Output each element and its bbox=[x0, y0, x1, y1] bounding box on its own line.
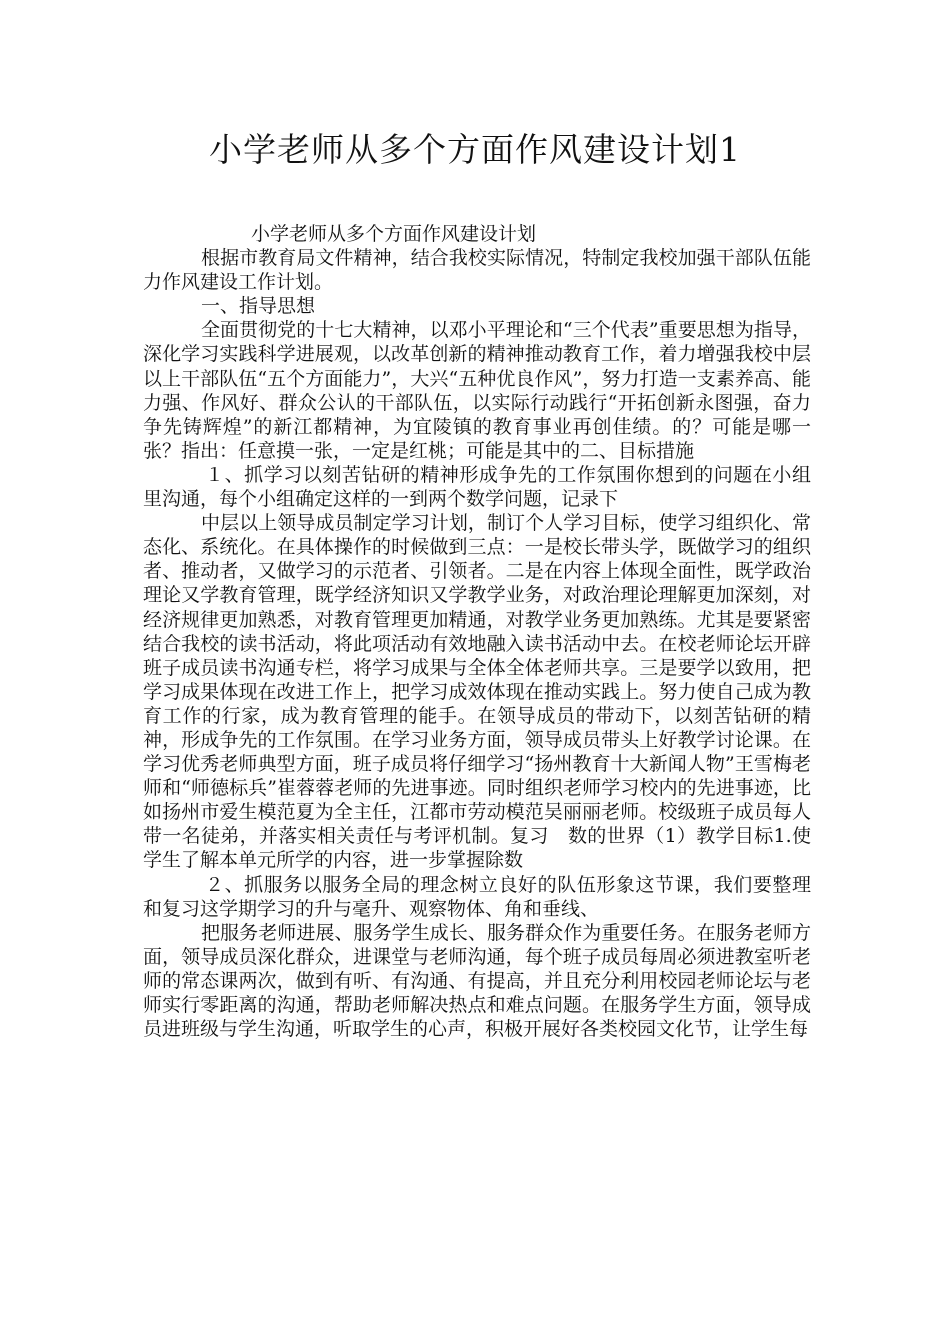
service-paragraph: 把服务老师进展、服务学生成长、服务群众作为重要任务。在服务老师方面，领导成员深化群众，进课堂与老师沟通，每个班子成员每周必须进教室听老师的常态课两次，做到有听、有沟通、有提高，并且充分利用校园老师论坛与老师实行零距离的沟通，帮助老师解决热点和难点问题。在服务学生方面，领导成员进班级与学生沟通，听取学生的心声，积极开展好各类校园文化节，让学生每 bbox=[143, 921, 811, 1041]
guiding-ideology-paragraph: 全面贯彻党的十七大精神，以邓小平理论和“三个代表”重要思想为指导，深化学习实践科学进展观，以改革创新的精神推动教育工作，着力增强我校中层以上干部队伍“五个方面能力”，大兴“五种优良作风”，努力打造一支素养高、能力强、作风好、群众公认的干部队伍，以实际行动践行“开拓创新永图强，奋力争先铸辉煌”的新江都精神，为宜陵镇的教育事业再创佳绩。的？可能是哪一张？指出：任意摸一张，一定是红桃；可能是其中的二、目标措施 bbox=[143, 319, 811, 462]
study-plan-paragraph: 中层以上领导成员制定学习计划，制订个人学习目标，使学习组织化、常态化、系统化。在具体操作的时候做到三点：一是校长带头学，既做学习的组织者、推动者，又做学习的示范者、引领者。二是在内容上体现全面性，既学政治理论又学教育管理，既学经济知识又学教学业务，对政治理论理解更加深刻，对经济规律更加熟悉，对教育管理更加精通，对教学业务更加熟练。尤其是要紧密结合我校的读书活动，将此项活动有效地融入读书活动中去。在校老师论坛开辟班子成员读书沟通专栏，将学习成果与全体全体老师共享。三是要学以致用，把学习成果体现在改进工作上，把学习成效体现在推动实践上。努力使自己成为教育工作的行家，成为教育管理的能手。在领导成员的带动下，以刻苦钻研的精神，形成争先的工作氛围。在学习业务方面，领导成员带头上好教学讨论课。在学习优秀老师典型方面，班子成员将仔细学习“扬州教育十大新闻人物”王雪梅老师和“师德标兵”崔蓉蓉老师的先进事迹。同时组织老师学习校内的先进事迹，比如扬州市爱生模范夏为全主任，江都市劳动模范吴丽丽老师。校级班子成员每人带一名徒弟，并落实相关责任与考评机制。复习 数的世界（1）教学目标1.使学生了解本单元所学的内容，进一步掌握除数 bbox=[143, 512, 811, 872]
item-2-heading-paragraph: ２、抓服务以服务全局的理念树立良好的队伍形象这节课，我们要整理和复习这学期学习的升与毫升、观察物体、角和垂线、 bbox=[143, 873, 811, 920]
intro-paragraph: 根据市教育局文件精神，结合我校实际情况，特制定我校加强干部队伍能力作风建设工作计划。 bbox=[143, 247, 811, 294]
item-1-heading-paragraph: １、抓学习以刻苦钻研的精神形成争先的工作氛围你想到的问题在小组里沟通，每个小组确定这样的一到两个数学问题，记录下 bbox=[143, 463, 811, 511]
document-body bbox=[143, 222, 811, 1041]
document-title: 小学老师从多个方面作风建设计划1 bbox=[209, 130, 741, 169]
document-subtitle: 小学老师从多个方面作风建设计划 bbox=[251, 223, 537, 245]
section-heading-guiding-ideology: 一、指导思想 bbox=[201, 295, 316, 318]
